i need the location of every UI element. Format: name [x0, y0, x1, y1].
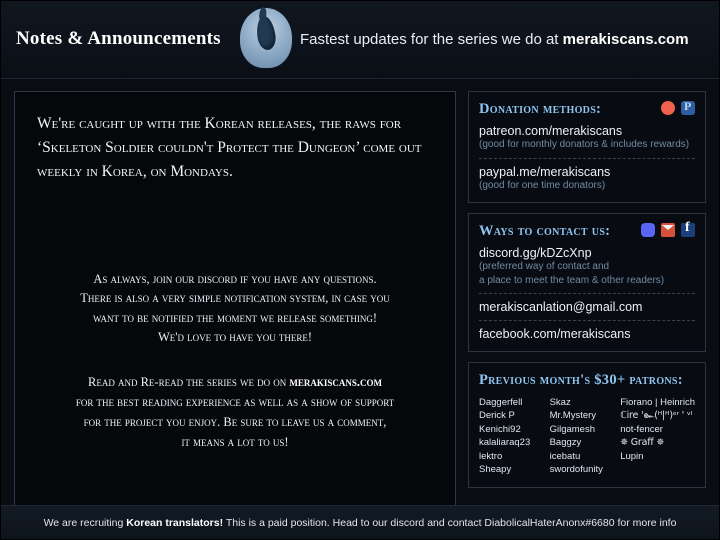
support-line-4: it means a lot to us!: [181, 434, 289, 449]
list-item: Daggerfell: [479, 397, 523, 408]
header-tagline: [300, 31, 689, 48]
list-item: Derick P: [479, 410, 515, 422]
list-item: Fiorano | Heinrich: [620, 397, 695, 408]
list-item: icebatu: [549, 450, 581, 462]
list-item: Mr.Mystery: [549, 410, 597, 422]
mail-icon[interactable]: [661, 223, 675, 237]
donation-methods-card: [468, 91, 706, 203]
patrons-card: [468, 362, 706, 488]
header-tagline-site: merakiscans.com: [562, 31, 689, 48]
contact-methods-title: Ways to contact us:: [479, 223, 611, 239]
list-item: swordofunity: [549, 464, 603, 476]
list-item: kalaliaraq23: [479, 437, 531, 449]
discord-note-line-1: (preferred way of contact and: [479, 261, 610, 272]
facebook-link[interactable]: facebook.com/merakiscans: [479, 327, 631, 341]
discord-invite-line-1: As always, join our discord if you have any questions.: [93, 272, 377, 287]
discord-invite-text: [37, 270, 433, 348]
list-item: Baggzy: [549, 437, 582, 449]
list-item: ℂire '๛(ᴴ|ᴴ)ᵉʳ ' ᵛᴵ: [620, 410, 693, 422]
patrons-title: Previous month's $30+ patrons:: [479, 372, 683, 388]
paypal-link[interactable]: paypal.me/merakiscans: [479, 164, 611, 179]
sidebar-column: [468, 91, 706, 524]
recruitment-footer: [0, 505, 720, 540]
discord-note-line-2: a place to meet the team & other readers): [479, 274, 665, 286]
release-status-text: We're caught up with the Korean releases, the raws for ‘Skeleton Soldier couldn't Protect the Dungeon’ come out weekly in Korea, on Mondays.: [37, 115, 422, 181]
page-header: [0, 0, 720, 79]
list-item: Sheapy: [479, 464, 512, 476]
list-item: Lupin: [620, 450, 644, 462]
support-line-2: for the best reading experience as well as a show of support: [75, 394, 395, 409]
patrons-columns: [479, 396, 695, 477]
content-area: [0, 79, 720, 524]
donation-divider: [479, 158, 695, 159]
discord-link[interactable]: discord.gg/kDZcXnp: [479, 246, 592, 260]
discord-invite-line-2: There is also a very simple notification system, in case you: [80, 291, 390, 306]
header-tagline-prefix: Fastest updates for the series we do at: [300, 31, 563, 48]
list-item: not-fencer: [620, 423, 663, 435]
patrons-column-1: [479, 396, 540, 477]
patrons-column-2: [550, 396, 611, 477]
support-site-link: merakiscans.com: [289, 374, 382, 389]
discord-icon[interactable]: [641, 223, 655, 237]
list-item: Skaz: [549, 397, 571, 408]
support-text: [37, 372, 433, 452]
recruitment-role: Korean translators!: [126, 517, 224, 529]
donation-icons: [661, 101, 695, 115]
list-item: Kenichi92: [479, 423, 521, 435]
contact-divider-1: [479, 293, 695, 294]
patreon-icon[interactable]: [661, 101, 675, 115]
list-item: lektro: [479, 450, 503, 462]
patreon-note: (good for monthly donators & includes rewards): [479, 139, 690, 150]
contact-divider-2: [479, 320, 695, 321]
support-line-1-prefix: Read and Re-read the series we do on: [88, 374, 290, 389]
patreon-link[interactable]: patreon.com/merakiscans: [479, 124, 623, 138]
contact-icons: [641, 223, 695, 237]
recruitment-text: [44, 517, 677, 529]
list-item: Gilgamesh: [549, 423, 596, 435]
discord-invite-line-4: We'd love to have you there!: [158, 330, 312, 345]
recruitment-prefix: We are recruiting: [43, 517, 127, 529]
email-link[interactable]: merakiscanlation@gmail.com: [479, 300, 643, 314]
donation-methods-title: Donation methods:: [479, 101, 602, 117]
paypal-note: (good for one time donators): [479, 179, 606, 191]
list-item: ✵ Graff ✵: [620, 437, 665, 449]
meraki-flame-drop-logo: [240, 2, 292, 76]
page-title: Notes & Announcements: [16, 28, 221, 49]
paypal-icon[interactable]: [681, 101, 695, 115]
facebook-icon[interactable]: [681, 223, 695, 237]
recruitment-rest: This is a paid position. Head to our discord and contact DiabolicalHaterAnonx#6680 for more info: [223, 517, 677, 529]
support-line-1: [37, 372, 433, 392]
contact-methods-card: [468, 213, 706, 352]
main-announcement-panel: [14, 91, 456, 524]
support-line-3: for the project you enjoy. Be sure to leave us a comment,: [83, 414, 387, 429]
discord-invite-line-3: want to be notified the moment we release something!: [93, 310, 377, 325]
patrons-column-3: [620, 396, 695, 477]
